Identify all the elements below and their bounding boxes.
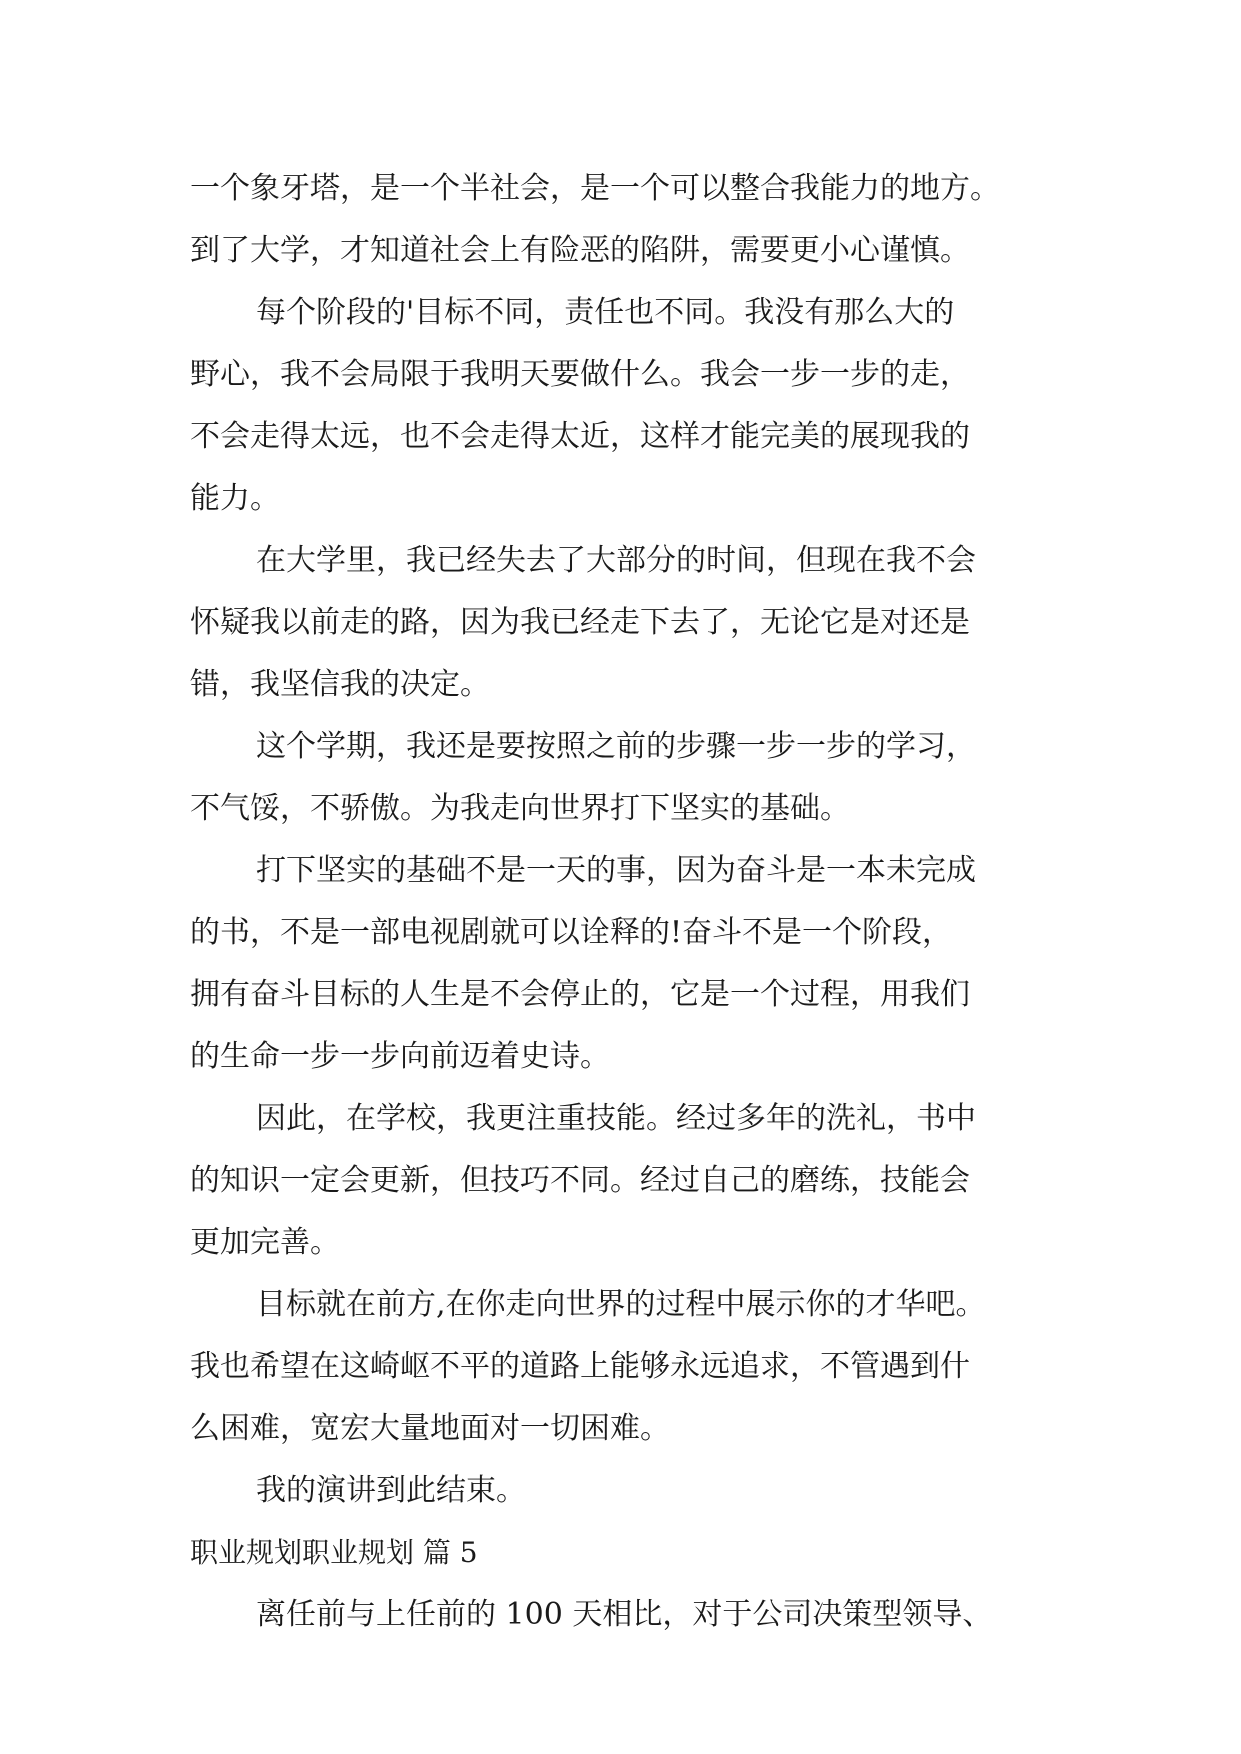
paragraph-start-line: 离任前与上任前的 100 天相比，对于公司决策型领导、 — [256, 1597, 993, 1632]
paragraph-start-line: 目标就在前方,在你走向世界的过程中展示你的才华吧。 — [256, 1287, 986, 1322]
paragraph-start-line: 打下坚实的基础不是一天的事，因为奋斗是一本未完成 — [256, 853, 976, 888]
paragraph-start-line: 这个学期，我还是要按照之前的步骤一步一步的学习， — [256, 729, 976, 764]
paragraph-start-line: 每个阶段的'目标不同，责任也不同。我没有那么大的 — [256, 295, 955, 330]
paragraph-start-line: 我的演讲到此结束。 — [256, 1473, 526, 1508]
paragraph-start-line: 在大学里，我已经失去了大部分的时间，但现在我不会 — [256, 543, 976, 578]
text-line: 到了大学，才知道社会上有险恶的陷阱，需要更小心谨慎。 — [190, 233, 970, 268]
text-line: 野心，我不会局限于我明天要做什么。我会一步一步的走， — [190, 357, 970, 392]
text-line: 拥有奋斗目标的人生是不会停止的，它是一个过程，用我们 — [190, 977, 970, 1012]
text-line: 更加完善。 — [190, 1225, 340, 1260]
text-line: 怀疑我以前走的路，因为我已经走下去了，无论它是对还是 — [190, 605, 970, 640]
section-heading: 职业规划职业规划 篇 5 — [190, 1536, 478, 1569]
text-line: 么困难，宽宏大量地面对一切困难。 — [190, 1411, 670, 1446]
text-line: 我也希望在这崎岖不平的道路上能够永远追求，不管遇到什 — [190, 1349, 970, 1384]
text-line: 不会走得太远，也不会走得太近，这样才能完美的展现我的 — [190, 419, 970, 454]
text-line: 错，我坚信我的决定。 — [190, 667, 490, 702]
text-line: 的知识一定会更新，但技巧不同。经过自己的磨练，技能会 — [190, 1163, 970, 1198]
text-line: 一个象牙塔，是一个半社会，是一个可以整合我能力的地方。 — [190, 171, 1000, 206]
text-line: 的书，不是一部电视剧就可以诠释的!奋斗不是一个阶段， — [190, 915, 953, 950]
text-line: 的生命一步一步向前迈着史诗。 — [190, 1039, 610, 1074]
text-line: 能力。 — [190, 481, 280, 516]
text-line: 不气馁，不骄傲。为我走向世界打下坚实的基础。 — [190, 791, 850, 826]
document-body — [190, 158, 1070, 1646]
paragraph-start-line: 因此，在学校，我更注重技能。经过多年的洗礼，书中 — [256, 1101, 976, 1136]
